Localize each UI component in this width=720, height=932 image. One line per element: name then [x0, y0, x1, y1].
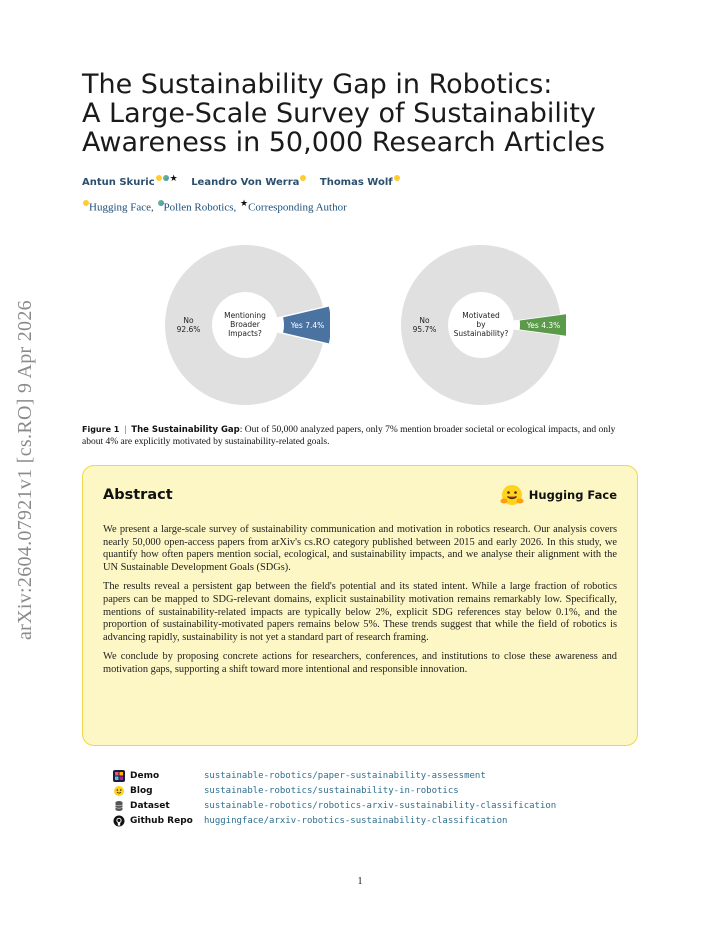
caption-text: : Out of 50,000 analyzed papers, only 7% mention broader societal or ecological impacts, and only about 4% are explicitly motivated by sustainability-related goals.: [82, 425, 616, 447]
link-url[interactable]: sustainable-robotics/robotics-arxiv-sustainability-classification: [204, 800, 557, 811]
link-url[interactable]: sustainable-robotics/paper-sustainability-assessment: [204, 770, 486, 781]
affiliations: [82, 198, 347, 214]
pie-chart-broader-impacts: [160, 240, 330, 410]
link-dataset[interactable]: [113, 798, 556, 813]
corresponding-star-icon: ★: [169, 174, 178, 184]
brand-name: Hugging Face: [528, 488, 617, 502]
pie-label-no: No 92.6%: [176, 316, 201, 334]
affiliation-pollen: Pollen Robotics,: [163, 201, 237, 214]
title-line: A Large-Scale Survey of Sustainability: [82, 98, 596, 129]
link-github[interactable]: [113, 813, 556, 828]
affiliation-corresponding: Corresponding Author: [248, 201, 347, 214]
hugging-face-brand: [499, 483, 617, 507]
abstract-box: [82, 465, 638, 746]
caption-separator: |: [124, 425, 127, 435]
title-line: The Sustainability Gap in Robotics:: [82, 69, 553, 100]
abstract-paragraph: The results reveal a persistent gap between the field's potential and its stated intent. While a large fraction of robotics papers can be mapped to SDG-relevant domains, explicit sustainability motivation remains remarkably low. Specifically, mentions of sustainability-related impacts are typically below 2%, explicit SDG references stay below 0.1%, and the proportion of sustainability-motivated papers remains below 5%. These trends suggest that while the field of robotics is advancing rapidly, sustainability is not yet a standard part of research framing.: [103, 581, 617, 643]
author-name[interactable]: Thomas Wolf: [320, 177, 400, 188]
link-label: Github Repo: [130, 815, 193, 826]
link-url[interactable]: sustainable-robotics/sustainability-in-robotics: [204, 785, 459, 796]
hugging-face-logo-icon: [499, 483, 525, 507]
page-number: 1: [357, 876, 363, 887]
pie-label-no: No 95.7%: [412, 316, 437, 334]
affiliation-hugging-face: Hugging Face,: [89, 201, 154, 214]
pie-center-label: Mentioning Broader Impacts?: [224, 311, 266, 338]
resource-links: [113, 768, 556, 828]
github-icon: [113, 815, 125, 827]
abstract-paragraph: We conclude by proposing concrete actions for researchers, conferences, and institutions to close these awareness and motivation gaps, supporting a shift toward more intentional and responsible innovation.: [103, 651, 617, 675]
abstract-heading: Abstract: [103, 487, 173, 503]
dataset-icon: [113, 800, 125, 812]
pie-label-yes: Yes 4.3%: [526, 321, 561, 330]
demo-icon: [113, 770, 125, 782]
link-label: Blog: [130, 785, 153, 796]
corresponding-star-icon: ★: [240, 198, 249, 208]
caption-title: The Sustainability Gap: [131, 425, 240, 435]
author-name[interactable]: Leandro Von Werra: [191, 177, 306, 188]
title-line: Awareness in 50,000 Research Articles: [82, 127, 605, 158]
pie-center-label: Motivated by Sustainability?: [453, 311, 509, 338]
author-list: [82, 174, 410, 188]
link-url[interactable]: huggingface/arxiv-robotics-sustainability-classification: [204, 815, 508, 826]
abstract-body: [103, 524, 617, 677]
blog-icon: [113, 785, 125, 797]
hugging-face-affiliation-icon: [394, 175, 400, 181]
author-name[interactable]: Antun Skuric ★: [82, 174, 178, 189]
figure-caption: [82, 424, 638, 448]
link-demo[interactable]: [113, 768, 556, 783]
paper-title: [82, 70, 662, 157]
figure-1-charts: [160, 240, 580, 410]
link-label: Dataset: [130, 800, 170, 811]
hugging-face-affiliation-icon: [156, 175, 162, 181]
caption-label: Figure 1: [82, 425, 120, 434]
abstract-paragraph: We present a large-scale survey of sustainability communication and motivation in robotics research. Our analysis covers nearly 50,000 open-access papers from arXiv's cs.RO category published between 2015 and early 2026. In this study, we quantify how often papers mention social, ecological, and sustainability impacts, and we analyse their alignment with the UN Sustainable Development Goals (SDGs).: [103, 524, 617, 573]
pollen-affiliation-icon: [163, 175, 169, 181]
arxiv-identifier: arXiv:2604.07921v1 [cs.RO] 9 Apr 2026: [14, 300, 36, 640]
pie-label-yes: Yes 7.4%: [290, 321, 325, 330]
link-label: Demo: [130, 770, 160, 781]
hugging-face-affiliation-icon: [300, 175, 306, 181]
link-blog[interactable]: [113, 783, 556, 798]
pie-chart-sustainability-motivation: [396, 240, 566, 410]
